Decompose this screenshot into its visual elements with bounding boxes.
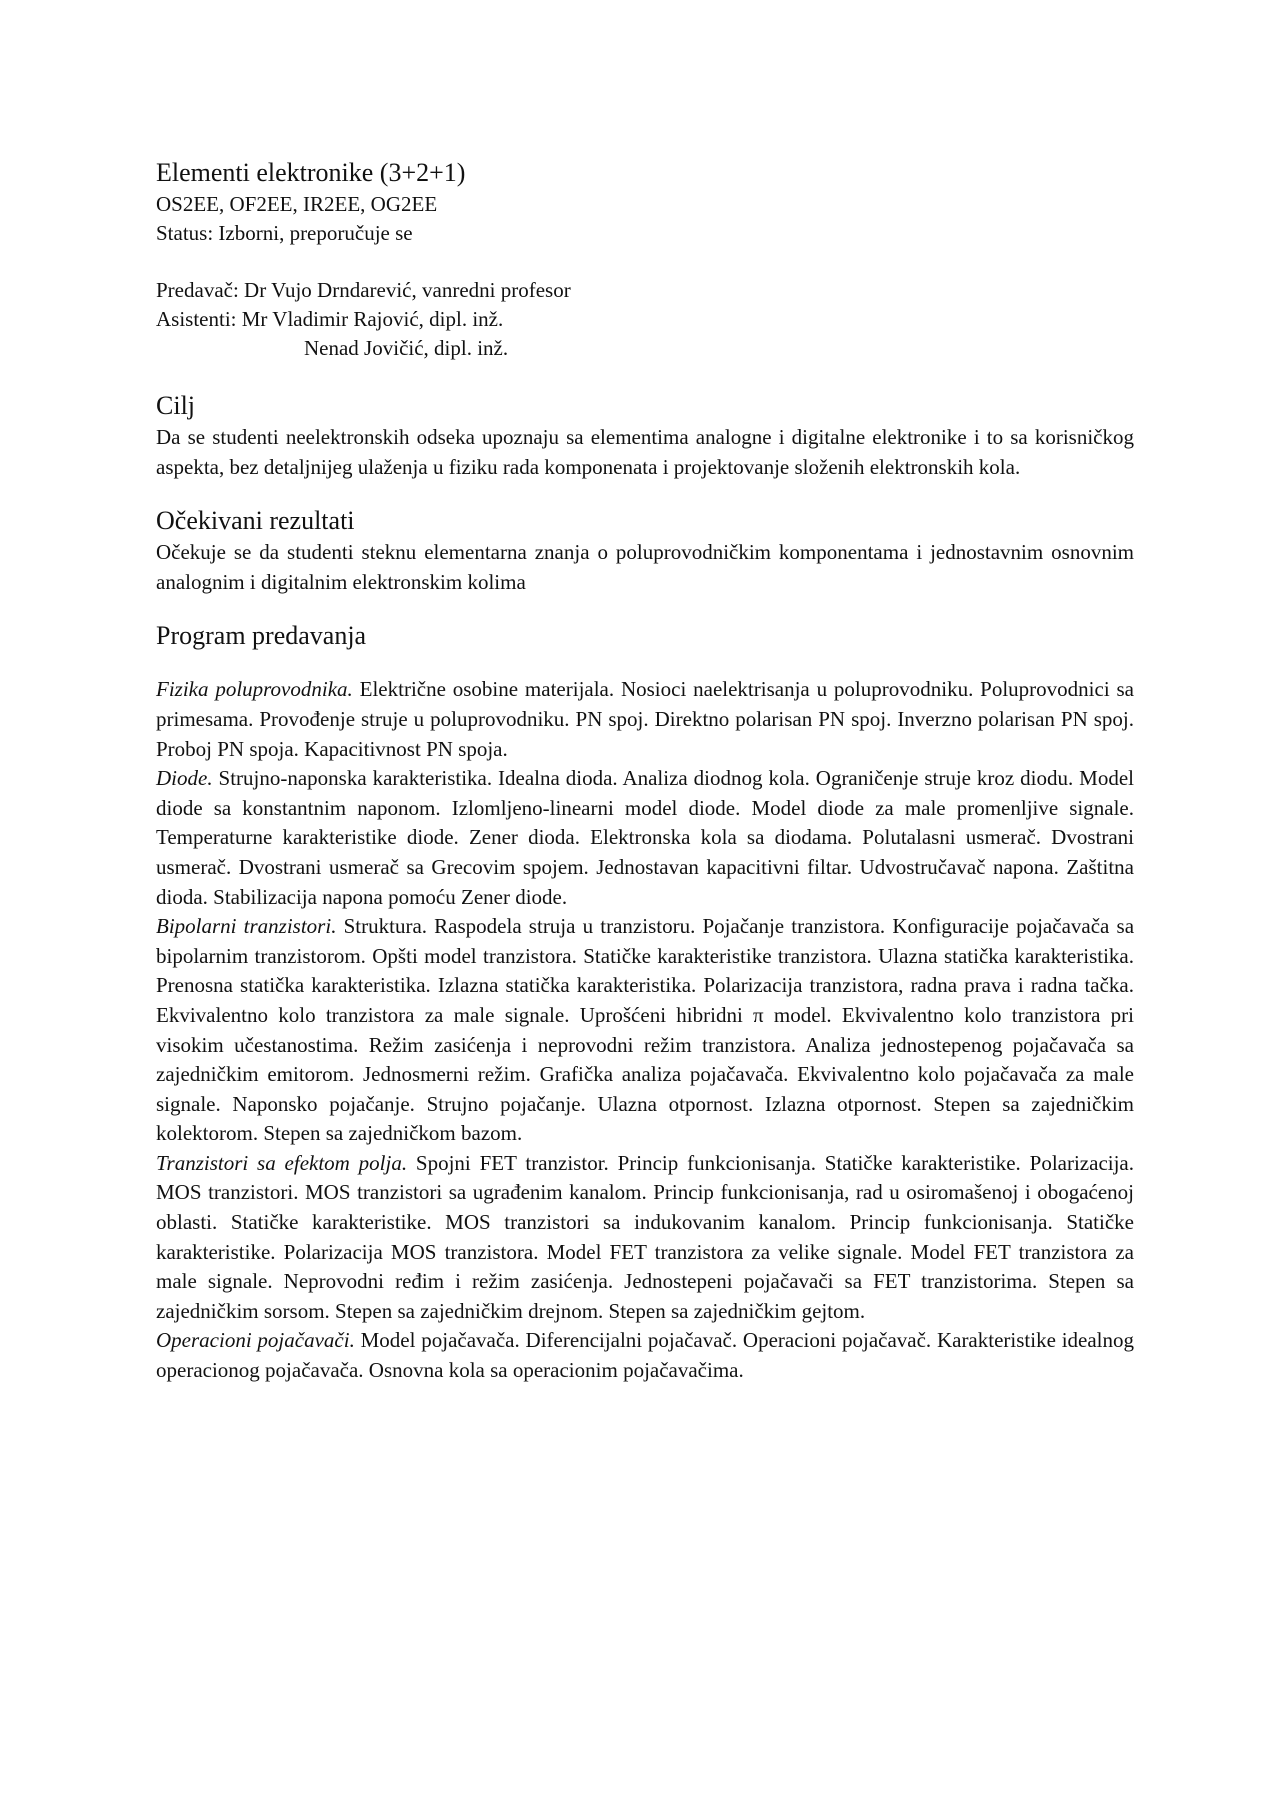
program-topic: Bipolarni tranzistori. bbox=[156, 914, 337, 939]
goal-heading: Cilj bbox=[156, 391, 196, 420]
program-section bbox=[156, 619, 1134, 1385]
course-status: Status: Izborni, preporučuje se bbox=[156, 221, 413, 245]
program-topic: Fizika poluprovodnika. bbox=[156, 677, 353, 702]
results-text: Očekuje se da studenti steknu elementarna znanja o poluprovodničkim komponentama i jednostavnim osnovnim analognim i digitalnim elektronskim kolima bbox=[156, 540, 1134, 594]
program-topic-text: Električne osobine materijala. Nosioci naelektrisanja u poluprovodniku. Poluprovodnici sa primesama. Provođenje struje u poluprovodniku. PN spoj. Direktno polarisan PN spoj. Inverzno polarisan PN spoj. Proboj PN spoja. Kapacitivnost PN spoja. bbox=[156, 677, 1134, 761]
assistant-line-2: Nenad Jovičić, dipl. inž. bbox=[304, 336, 509, 360]
course-title: Elementi elektronike (3+2+1) bbox=[156, 158, 466, 187]
program-item-operacioni bbox=[156, 1326, 1134, 1385]
results-heading: Očekivani rezultati bbox=[156, 506, 355, 536]
goal-text: Da se studenti neelektronskih odseka upoznaju sa elementima analogne i digitalne elektronike i to sa korisničkog aspekta, bez detaljnijeg ulaženja u fiziku rada komponenata i projektovanje složenih elektronskih kola. bbox=[156, 425, 1134, 479]
program-item-bipolarni bbox=[156, 912, 1134, 1149]
program-item-fet bbox=[156, 1149, 1134, 1327]
results-section bbox=[156, 504, 1134, 597]
program-topic-text: Model pojačavača. Diferencijalni pojačavač. Operacioni pojačavač. Karakteristike idealnog operacionog pojačavača. Osnovna kola sa operacionim pojačavačima. bbox=[156, 1328, 1135, 1383]
program-heading: Program predavanja bbox=[156, 621, 367, 651]
goal-section bbox=[156, 389, 1134, 482]
program-list bbox=[156, 675, 1134, 1385]
program-topic-text: Spojni FET tranzistor. Princip funkcionisanja. Statičke karakteristike. Polarizacija. MOS tranzistori. MOS tranzistori sa ugrađenim kanalom. Princip funkcionisanja, rad u osiromašenoj i obogaćenoj oblasti. Statičke karakteristike. MOS tranzistori sa indukovanim kanalom. Princip funkcionisanja. Statičke karakteristike. Polarizacija MOS tranzistora. Model FET tranzistora za velike signale. Model FET tranzistora za male signale. Neprovodni ređim i režim zasićenja. Jednostepeni pojačavači sa FET tranzistorima. Stepen sa zajedničkim sorsom. Stepen sa zajedničkim drejnom. Stepen sa zajedničkim gejtom. bbox=[156, 1150, 1134, 1323]
lecturer-line: Predavač: Dr Vujo Drndarević, vanredni profesor bbox=[156, 278, 571, 302]
course-codes: OS2EE, OF2EE, IR2EE, OG2EE bbox=[156, 192, 438, 216]
program-topic-text: Struktura. Raspodela struja u tranzistoru. Pojačanje tranzistora. Konfiguracije pojačavača sa bipolarnim tranzistorom. Opšti model tranzistora. Statičke karakteristike tranzistora. Ulazna statička karakteristika. Prenosna statička karakteristika. Izlazna statička karakteristika. Polarizacija tranzistora, radna prava i radna tačka. Ekvivalentno kolo tranzistora za male signale. Uprošćeni hibridni π model. Ekvivalentno kolo tranzistora pri visokim učestanostima. Režim zasićenja i neprovodni režim tranzistora. Analiza jednostepenog pojačavača sa zajedničkim emitorom. Jednosmerni režim. Grafička analiza pojačavača. Ekvivalentno kolo pojačavača za male signale. Naponsko pojačanje. Strujno pojačanje. Ulazna otpornost. Izlazna otpornost. Stepen sa zajedničkim kolektorom. Stepen sa zajedničkom bazom. bbox=[156, 914, 1135, 1146]
document-page bbox=[156, 156, 1134, 1386]
program-topic-text: Strujno-naponska karakteristika. Idealna dioda. Analiza diodnog kola. Ograničenje struje kroz diodu. Model diode sa konstantnim naponom. Izlomljeno-linearni model diode. Model diode za male promenljive signale. Temperaturne karakteristike diode. Zener dioda. Elektronska kola sa diodama. Polutalasni usmerač. Dvostrani usmerač. Dvostrani usmerač sa Grecovim spojem. Jednostavan kapacitivni filtar. Udvostručavač napona. Zaštitna dioda. Stabilizacija napona pomoću Zener diode. bbox=[156, 766, 1134, 909]
program-item-fizika bbox=[156, 675, 1134, 764]
program-item-diode bbox=[156, 764, 1134, 912]
program-topic: Operacioni pojačavači. bbox=[156, 1328, 355, 1353]
program-topic: Diode. bbox=[156, 766, 213, 791]
assistant-line-1: Asistenti: Mr Vladimir Rajović, dipl. inž. bbox=[156, 307, 504, 331]
program-topic: Tranzistori sa efektom polja. bbox=[156, 1150, 408, 1175]
